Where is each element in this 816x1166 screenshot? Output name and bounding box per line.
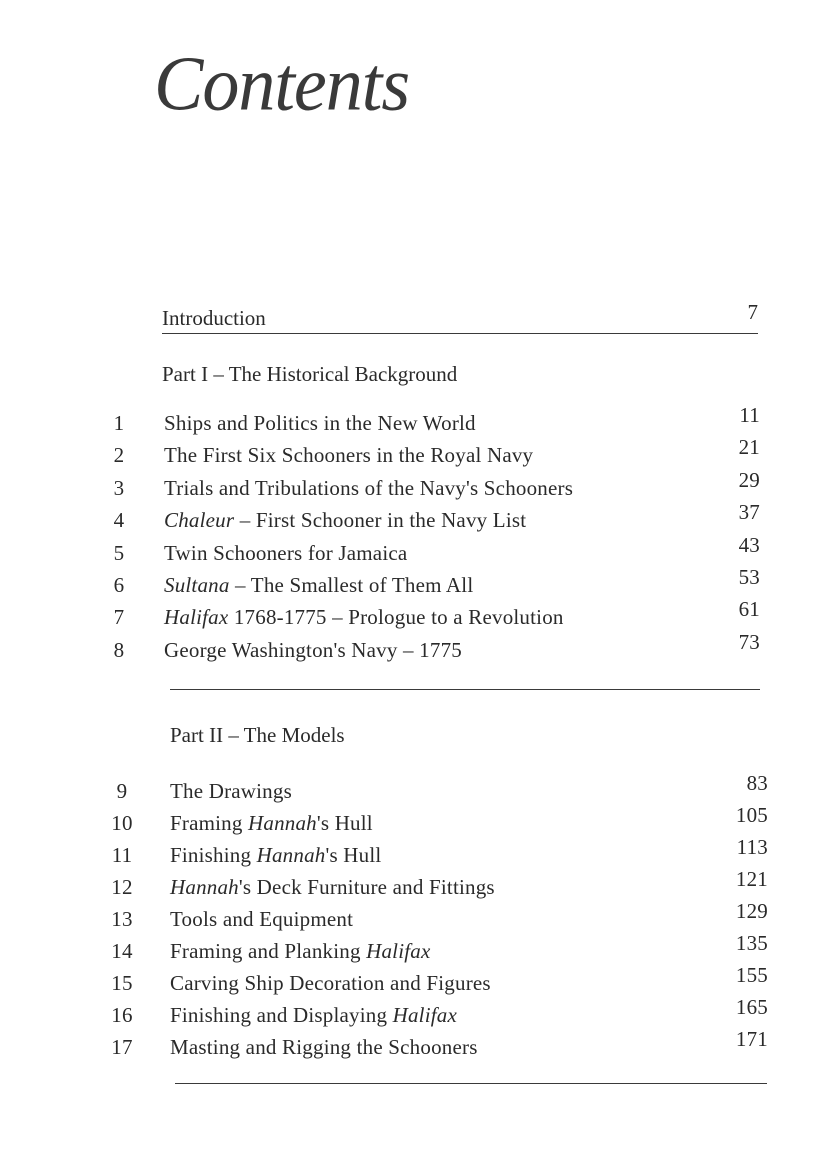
chapter-title-suffix: 's Hull bbox=[316, 811, 373, 835]
chapter-title-suffix: Twin Schooners for Jamaica bbox=[164, 540, 408, 565]
chapter-page-number: 171 bbox=[735, 1027, 768, 1051]
chapter-number: 10 bbox=[111, 811, 133, 835]
chapter-title-prefix: Finishing bbox=[170, 843, 257, 867]
chapter-title-italic: Hannah bbox=[248, 811, 317, 835]
chapter-page-number: 37 bbox=[738, 500, 760, 525]
chapter-title bbox=[170, 904, 353, 934]
chapter-title bbox=[164, 570, 473, 600]
chapter-number: 5 bbox=[113, 540, 125, 565]
chapter-title bbox=[164, 408, 476, 438]
part-2-heading: Part II – The Models bbox=[170, 723, 345, 747]
chapter-number: 13 bbox=[111, 907, 133, 931]
toc-entry bbox=[0, 532, 816, 568]
chapter-page-number: 113 bbox=[736, 835, 768, 859]
chapter-title-suffix: Carving Ship Decoration and Figures bbox=[170, 971, 491, 995]
toc-entry bbox=[0, 867, 816, 902]
chapter-page-number: 29 bbox=[738, 467, 760, 492]
chapter-number: 8 bbox=[113, 637, 125, 662]
chapter-title-suffix: – First Schooner in the Navy List bbox=[234, 508, 527, 533]
introduction-page: 7 bbox=[747, 300, 758, 324]
chapter-title-suffix: Trials and Tribulations of the Navy's Schooners bbox=[164, 475, 574, 500]
chapter-page-number: 61 bbox=[738, 597, 760, 622]
toc-entry bbox=[0, 467, 816, 503]
chapter-number: 4 bbox=[113, 508, 125, 533]
chapter-title-italic: Halifax bbox=[366, 939, 431, 963]
chapter-title bbox=[170, 872, 495, 902]
toc-entry bbox=[0, 931, 816, 966]
chapter-title bbox=[170, 840, 381, 870]
toc-entry bbox=[0, 403, 816, 438]
chapter-number: 2 bbox=[113, 443, 125, 468]
chapter-title bbox=[164, 538, 407, 568]
chapter-title bbox=[170, 776, 292, 806]
chapter-title bbox=[164, 473, 573, 503]
chapter-title-italic: Chaleur bbox=[164, 508, 235, 533]
part-2-rule bbox=[175, 1083, 767, 1084]
part-1-rule bbox=[170, 689, 760, 690]
chapter-number: 1 bbox=[113, 411, 125, 435]
chapter-number: 6 bbox=[113, 573, 125, 597]
chapter-title-suffix: – The Smallest of Them All bbox=[229, 573, 474, 597]
chapter-title-suffix: The Drawings bbox=[170, 779, 292, 803]
chapter-title-prefix: Framing bbox=[170, 811, 249, 835]
chapter-number: 16 bbox=[111, 1003, 133, 1027]
chapter-page-number: 165 bbox=[735, 995, 768, 1019]
chapter-title bbox=[170, 1032, 478, 1062]
chapter-number: 7 bbox=[113, 605, 125, 630]
chapter-page-number: 73 bbox=[738, 629, 760, 654]
chapter-page-number: 105 bbox=[735, 803, 768, 827]
toc-entry bbox=[0, 597, 816, 632]
chapter-title-suffix: 1768-1775 – Prologue to a Revolution bbox=[228, 605, 564, 630]
toc-entry bbox=[0, 435, 816, 470]
chapter-title-suffix: George Washington's Navy – 1775 bbox=[164, 637, 462, 662]
chapter-title-suffix: Tools and Equipment bbox=[170, 907, 354, 931]
introduction-label: Introduction bbox=[162, 306, 266, 330]
chapter-title-italic: Halifax bbox=[164, 605, 229, 630]
toc-entry bbox=[0, 771, 816, 806]
chapter-number: 15 bbox=[111, 971, 133, 995]
chapter-page-number: 135 bbox=[735, 931, 768, 955]
toc-entry bbox=[0, 1027, 816, 1062]
chapter-title-suffix: 's Deck Furniture and Fittings bbox=[238, 875, 495, 899]
toc-entry bbox=[0, 565, 816, 600]
chapter-title bbox=[164, 440, 533, 470]
chapter-number: 17 bbox=[111, 1035, 133, 1059]
chapter-page-number: 11 bbox=[739, 403, 760, 427]
chapter-title bbox=[164, 505, 526, 535]
chapter-title bbox=[170, 808, 373, 838]
chapter-page-number: 121 bbox=[735, 867, 768, 891]
chapter-page-number: 21 bbox=[738, 435, 760, 460]
chapter-title-prefix: Finishing and Displaying bbox=[170, 1003, 393, 1027]
part-1-heading: Part I – The Historical Background bbox=[162, 362, 458, 386]
chapter-title bbox=[170, 968, 491, 998]
chapter-title bbox=[164, 635, 462, 665]
toc-entry bbox=[0, 629, 816, 665]
chapter-title bbox=[164, 602, 564, 632]
chapter-page-number: 129 bbox=[735, 899, 768, 923]
chapter-title-italic: Hannah bbox=[256, 843, 326, 867]
toc-entry bbox=[0, 899, 816, 934]
chapter-title-suffix: Masting and Rigging the Schooners bbox=[170, 1035, 478, 1059]
introduction-rule bbox=[162, 333, 758, 334]
chapter-number: 9 bbox=[116, 779, 128, 803]
chapter-number: 11 bbox=[111, 843, 133, 867]
chapter-page-number: 53 bbox=[738, 565, 760, 589]
chapter-number: 14 bbox=[111, 939, 133, 963]
toc-entry bbox=[0, 995, 816, 1030]
toc-entry bbox=[0, 963, 816, 998]
page-title: Contents bbox=[154, 41, 410, 128]
chapter-number: 3 bbox=[113, 475, 125, 500]
chapter-number: 12 bbox=[111, 875, 133, 899]
chapter-title-prefix: Framing and Planking bbox=[170, 939, 367, 963]
toc-entry bbox=[0, 835, 816, 870]
toc-entry bbox=[0, 500, 816, 535]
chapter-title-italic: Halifax bbox=[392, 1003, 457, 1027]
chapter-page-number: 43 bbox=[738, 532, 760, 557]
chapter-title bbox=[170, 1000, 457, 1030]
chapter-title-italic: Sultana bbox=[164, 573, 230, 597]
toc-entry bbox=[0, 803, 816, 838]
chapter-title-suffix: 's Hull bbox=[325, 843, 382, 867]
chapter-title bbox=[170, 936, 431, 966]
chapter-title-suffix: The First Six Schooners in the Royal Navy bbox=[164, 443, 534, 468]
chapter-page-number: 83 bbox=[746, 771, 768, 795]
chapter-page-number: 155 bbox=[735, 963, 768, 987]
chapter-title-italic: Hannah bbox=[170, 875, 239, 899]
chapter-title-suffix: Ships and Politics in the New World bbox=[164, 411, 476, 435]
